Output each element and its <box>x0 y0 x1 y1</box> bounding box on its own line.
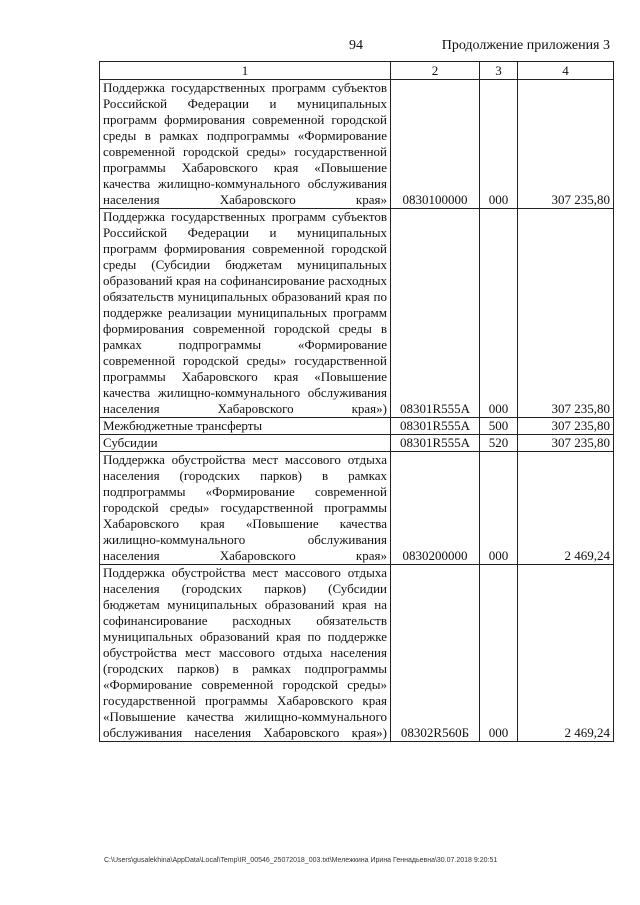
row-description: Поддержка обустройства мест массового отдыха населения (городских парков) (Субсидии бюджетам муниципальных образований края на софинансирование расходных обязательств муниципальных образований края по поддержке обустройства мест массового отдыха населения (городских парков) в рамках подпрограммы «Формирование современной городской среды» государственной программы Хабаровского края «Повышение качества жилищно-коммунального обслуживания населения Хабаровского края») <box>100 565 391 742</box>
row-description: Межбюджетные трансферты <box>100 418 391 435</box>
table-row <box>100 565 614 742</box>
column-header-1: 1 <box>100 62 391 80</box>
column-header-4: 4 <box>518 62 614 80</box>
row-expense-type: 000 <box>480 80 518 209</box>
row-amount: 307 235,80 <box>518 80 614 209</box>
row-description: Поддержка обустройства мест массового отдыха населения (городских парков) в рамках подпрограммы «Формирование современной городской среды» государственной программы Хабаровского края «Повышение качества жилищно-коммунального обслуживания населения Хабаровского края» <box>100 452 391 565</box>
budget-table <box>99 61 614 742</box>
row-description: Субсидии <box>100 435 391 452</box>
row-description: Поддержка государственных программ субъектов Российской Федерации и муниципальных программ формирования современной городской среды (Субсидии бюджетам муниципальных образований края на софинансирование расходных обязательств муниципальных образований края по поддержке реализации муниципальных программ формирования современной городской среды в рамках подпрограммы «Формирование современной городской среды» государственной программы Хабаровского края «Повышение качества жилищно-коммунального обслуживания населения Хабаровского края») <box>100 209 391 418</box>
row-amount: 2 469,24 <box>518 565 614 742</box>
row-target-code: 08301R555A <box>391 418 480 435</box>
continuation-label: Продолжение приложения 3 <box>441 38 610 53</box>
row-expense-type: 500 <box>480 418 518 435</box>
table-row <box>100 418 614 435</box>
table-row <box>100 209 614 418</box>
row-amount: 2 469,24 <box>518 452 614 565</box>
row-amount: 307 235,80 <box>518 418 614 435</box>
row-target-code: 08301R555A <box>391 435 480 452</box>
row-amount: 307 235,80 <box>518 209 614 418</box>
table-row <box>100 435 614 452</box>
table-header-row <box>100 62 614 80</box>
row-target-code: 08301R555A <box>391 209 480 418</box>
row-expense-type: 000 <box>480 209 518 418</box>
row-target-code: 0830200000 <box>391 452 480 565</box>
row-expense-type: 520 <box>480 435 518 452</box>
page-number: 94 <box>349 38 363 53</box>
row-amount: 307 235,80 <box>518 435 614 452</box>
row-target-code: 08302R560Б <box>391 565 480 742</box>
row-expense-type: 000 <box>480 452 518 565</box>
column-header-2: 2 <box>391 62 480 80</box>
footer-file-path: C:\Users\gusalekhina\AppData\Local\Temp\IR_00546_25072018_003.txt\Мележкина Ирина Геннадьевна\30.07.2018 9:20:51 <box>104 857 498 864</box>
row-expense-type: 000 <box>480 565 518 742</box>
table-row <box>100 80 614 209</box>
row-description: Поддержка государственных программ субъектов Российской Федерации и муниципальных программ формирования современной городской среды в рамках подпрограммы «Формирование современной городской среды» государственной программы Хабаровского края «Повышение качества жилищно-коммунального обслуживания населения Хабаровского края» <box>100 80 391 209</box>
table-row <box>100 452 614 565</box>
column-header-3: 3 <box>480 62 518 80</box>
row-target-code: 0830100000 <box>391 80 480 209</box>
